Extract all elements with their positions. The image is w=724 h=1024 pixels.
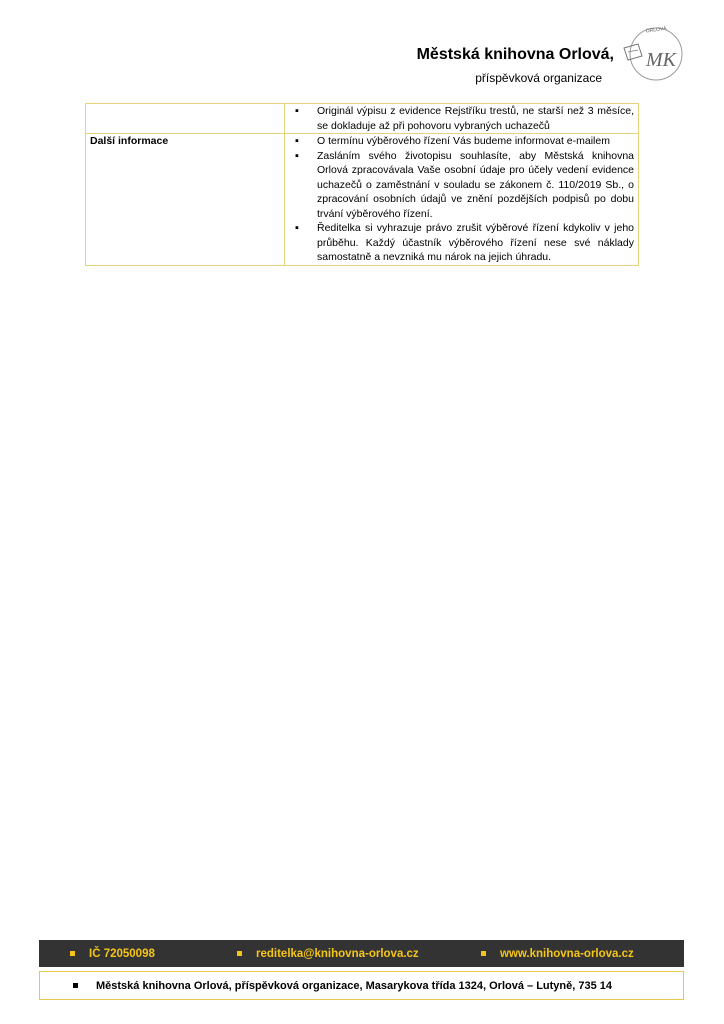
logo-monogram: MK <box>646 49 676 71</box>
bullet-icon <box>481 951 486 956</box>
list-item: ▪ O termínu výběrového řízení Vás budeme informovat e-mailem <box>289 134 634 149</box>
list-item: ▪ Zasláním svého životopisu souhlasíte, aby Městská knihovna Orlová zpracovávala Vaše osobní údaje pro účely vedení evidence uchazečů o zaměstnání v souladu se zákonem č. 110/2019 Sb., o zpracování osobních údajů ve znění pozdějších podpisů po dobu trvání výběrového řízení. <box>289 149 634 222</box>
footer-address-box <box>39 971 684 1000</box>
table-row <box>86 104 639 134</box>
footer-ico <box>70 948 155 960</box>
bullet-icon <box>70 951 75 956</box>
row-content <box>285 104 639 134</box>
header-subtitle: příspěvková organizace <box>475 71 602 85</box>
table-row <box>86 134 639 266</box>
header-title: Městská knihovna Orlová, <box>416 46 614 63</box>
list-item: ▪ Originál výpisu z evidence Rejstříku trestů, ne starší než 3 měsíce, se dokladuje až při pohovoru vybraných uchazečů <box>289 104 634 133</box>
web-link[interactable]: www.knihovna-orlova.cz <box>500 947 634 960</box>
info-table <box>85 103 639 266</box>
footer-contact-bar <box>39 940 684 967</box>
footer-email[interactable] <box>237 948 419 960</box>
row-content <box>285 134 639 266</box>
email-link[interactable]: reditelka@knihovna-orlova.cz <box>256 947 419 960</box>
row-label <box>86 104 285 134</box>
footer-address: Městská knihovna Orlová, příspěvková organizace, Masarykova třída 1324, Orlová – Lutyně, 735 14 <box>96 979 613 992</box>
bullet-icon <box>237 951 242 956</box>
row-label: Další informace <box>86 134 285 266</box>
bullet-icon <box>73 983 78 988</box>
logo-text: ORLOVÁ <box>645 25 667 35</box>
list-item: ▪ Ředitelka si vyhrazuje právo zrušit výběrové řízení kdykoliv v jeho průběhu. Každý účastník výběrového řízení nese své náklady samostatně a nevzniká mu nárok na jejich úhradu. <box>289 221 634 265</box>
ico-text: IČ 72050098 <box>89 947 155 960</box>
footer-web[interactable] <box>481 948 634 960</box>
library-logo <box>620 22 688 82</box>
